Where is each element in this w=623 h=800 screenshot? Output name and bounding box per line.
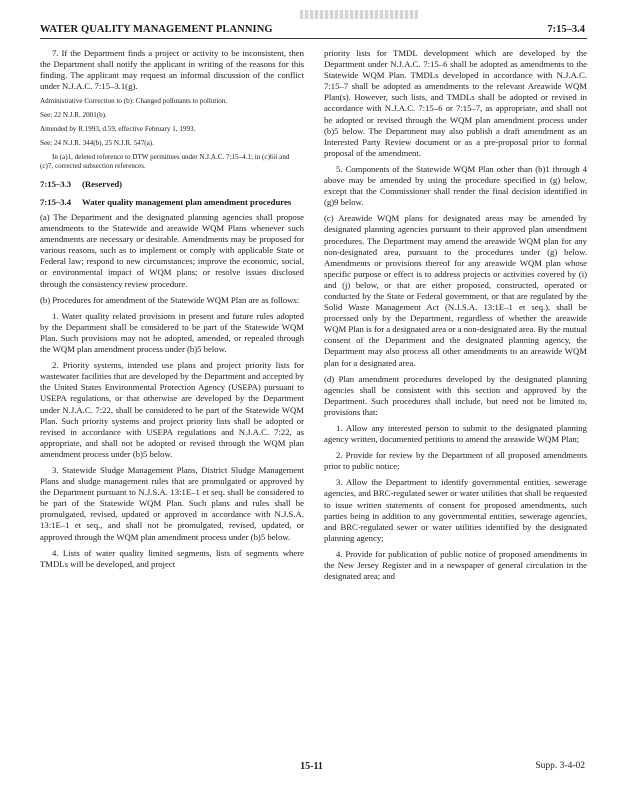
paragraph-b1: 1. Water quality related provisions in present and future rules adopted by the Department shall be considered to be part of the Statewide WQM Plan. Such provisions may not be adopted, amended, or repealed through the WQM plan amendment process under (b)5 below. [40, 310, 304, 355]
running-header-title: WATER QUALITY MANAGEMENT PLANNING [40, 24, 273, 35]
paragraph-d3: 3. Allow the Department to identify governmental entities, sewerage agencies, and BRC-regulated sewer or water utilities that shall be requested to issue written statements of consent for proposed amendments, such parties being in addition to any governmental entities, sewerage agencies, and BRC-regulated sewer or water utilities identified by the designated planning agency; [324, 477, 587, 543]
header-rule [40, 38, 587, 39]
paragraph-b3: 3. Statewide Sludge Management Plans, District Sludge Management Plans and sludge management rules that are promulgated or approved by the Department pursuant to N.J.S.A. 13:1E–1 et seq. shall be considered to be part of the Statewide WQM Plan. Such plans and rules shall be promulgated, revised, updated or approved in accordance with N.J.S.A. 13:1E–1 et seq., and shall not be promulgated, revised, updated, or approved through the WQM plan amendment process under (b)5 below. [40, 464, 304, 542]
scan-stamp-mark [300, 10, 418, 19]
subsection-c: (c) Areawide WQM plans for designated areas may be amended by designated planning agencies pursuant to their approved plan amendment procedures. The Department may amend the areawide WQM plan for any non-designated area, pursuant to the procedures under (g) below. Amendments or provisions thereof for any areawide WQM plan whose specific purpose or effect is to address projects or activities covered by (i) and (j) below, or that are either proposed, constructed, operated or conducted by the State or Federal government, or that are regulated by the Solid Waste Management Act (N.J.S.A. 13:1E–1 et seq.), shall be processed only by the Department, regardless of whether the areawide WQM Plan is for a designated area or a non-designated area. By the mutual consent of the Department and the designated planning agency, the Department may also process all other amendments to an areawide WQM plan for a designated area. [324, 213, 587, 368]
history-note: In (a)1, deleted reference to DTW permittees under N.J.A.C. 7:15–4.1; in (c)6ii and (c)7, corrected subsection references. [40, 153, 290, 170]
subsection-d: (d) Plan amendment procedures developed by the designated planning agencies shall be consistent with this section and approved by the Department. Such procedures shall include, but need not be limited to, provisions that: [324, 373, 587, 417]
history-notes [40, 97, 304, 170]
history-note: Amended by R.1993, d.59, effective February 1, 1993. [40, 125, 196, 134]
section-title: Water quality management plan amendment procedures [82, 196, 292, 207]
section-title: (Reserved) [82, 178, 123, 189]
subsection-b: (b) Procedures for amendment of the Statewide WQM Plan are as follows: [40, 294, 300, 305]
page-number: 15-11 [300, 761, 323, 772]
history-note: See: 22 N.J.R. 2001(b). [40, 111, 107, 120]
paragraph-d4: 4. Provide for publication of public notice of proposed amendments in the New Jersey Register and in a newspaper of general circulation in the designated area; and [324, 548, 587, 582]
left-column [40, 48, 304, 575]
section-heading-3-3 [40, 179, 304, 190]
paragraph-b2: 2. Priority systems, intended use plans and project priority lists for wastewater facilities that are developed by the Department and accepted by the United States Environmental Protection Agency (USEPA) pursuant to USEPA regulations, or that otherwise are developed by the Department under N.J.A.C. 7:22, shall be considered to be part of the Statewide WQM Plan. Such priority systems and project priority lists shall be adopted or revised in accordance with USEPA regulations and N.J.A.C. 7:22, as appropriate, and shall not be adopted or revised through the WQM plan amendment process under (b)5 below. [40, 360, 304, 459]
section-number: 7:15–3.4 [40, 196, 72, 207]
paragraph-d2: 2. Provide for review by the Department of all proposed amendments prior to public notice; [324, 450, 587, 472]
history-note: Administrative Correction to (b): Changed pollutants to pollution. [40, 97, 228, 106]
supplement-date: Supp. 3-4-02 [535, 761, 585, 771]
paragraph-b4: 4. Lists of water quality limited segments, lists of segments where TMDLs will be developed, and project [40, 547, 304, 569]
subsection-a: (a) The Department and the designated planning agencies shall propose amendments to the Statewide and areawide WQM Plans whenever such amendments are necessary or desirable. Amendments may be proposed for various reasons, such as to implement or comply with applicable State or Federal law; respond to new circumstances; improve the economic, social, or environmental impact of WQM plans; or resolve issues disclosed through the consistency review procedure. [40, 212, 304, 289]
right-column [324, 48, 587, 587]
section-number: 7:15–3.3 [40, 178, 72, 189]
paragraph-b5: 5. Components of the Statewide WQM Plan other than (b)1 through 4 above may be amended by using the procedure specified in (g) below, except that the Commissioner shall render the final decision identified in (g)9 below. [324, 163, 587, 208]
paragraph-b4-continued: priority lists for TMDL development which are developed by the Department under N.J.A.C. 7:15–6 shall be adopted as amendments to the Statewide WQM Plan. TMDLs developed in accordance with N.J.A.C. 7:15–7 shall be adopted as amendments to the relevant Areawide WQM Plan(s). However, such lists, and TMDLs shall be adopted or revised in accordance with N.J.A.C. 7:15–6 or 7:15–7, as appropriate, and shall not be adopted or revised through the WQM plan amendment process under (b)5 below. The Department may also publish a draft amendment as an Interested Party Review document or as a pre-proposal prior to formal proposal of the amendment. [324, 48, 587, 158]
running-header-section: 7:15–3.4 [547, 24, 585, 35]
paragraph-7: 7. If the Department finds a project or activity to be inconsistent, then the Department shall notify the applicant in writing of the reasons for this finding. The applicant may request an informal discussion of the conflict under N.J.A.C. 7:15–3.1(g). [40, 48, 304, 92]
paragraph-d1: 1. Allow any interested person to submit to the designated planning agency written, documented petitions to amend the areawide WQM Plan; [324, 423, 587, 445]
section-heading-3-4 [40, 197, 304, 208]
history-note: See: 24 N.J.R. 344(b), 25 N.J.R. 547(a). [40, 139, 154, 148]
